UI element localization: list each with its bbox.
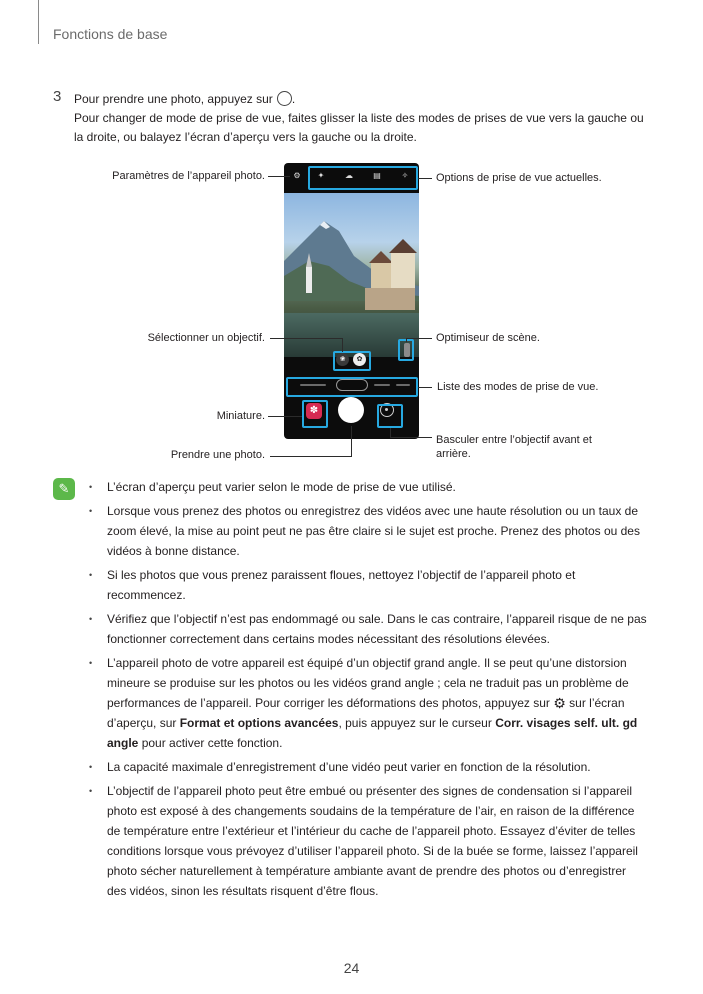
callout-scene-optimizer: Optimiseur de scène. — [436, 332, 540, 344]
thumbnail-icon: ✽ — [306, 403, 322, 419]
step-line-1 — [74, 90, 654, 109]
note-line: • L’objectif de l’appareil photo peut être embué ou présenter des signes de condensation si l’appareil — [107, 784, 633, 798]
note-text: performances de l’appareil. Pour corriger les déformations des photos, appuyez sur — [107, 696, 550, 710]
note-text: pour activer cette fonction. — [141, 736, 283, 750]
wide-lens-icon: ❀ — [336, 353, 349, 366]
note-line: fonctionner correctement dans certains modes nécessitant des résolutions élevées. — [107, 632, 550, 646]
modes-highlight — [286, 377, 418, 397]
note-line: • L’appareil photo de votre appareil est équipé d’un objectif grand angle. Il se peut qu’une distorsion — [107, 656, 627, 670]
note-item — [87, 477, 657, 497]
note-line: conditions lorsque vous prévoyez d’utiliser l’appareil photo. Si de la buée se forme, laissez l’appareil — [107, 844, 638, 858]
ultra-wide-lens-icon: ✿ — [353, 353, 366, 366]
notes-list — [87, 477, 657, 905]
camera-screen-figure — [284, 163, 419, 439]
thumbnail-highlight — [302, 400, 328, 428]
note-line — [107, 733, 657, 753]
step-line-3: la droite, ou balayez l’écran d’aperçu vers la gauche ou la droite. — [74, 130, 417, 144]
settings-gear-icon: ⚙ — [293, 171, 301, 180]
effects-icon: ✧ — [401, 171, 409, 180]
note-item — [87, 609, 657, 649]
leader-line-shutter-v — [351, 426, 352, 456]
setting-name-end: angle — [107, 736, 139, 750]
note-line: de température entre l’extérieur et l’intérieur du cache de l’appareil photo. Essayez d’éviter de telles — [107, 824, 636, 838]
switch-camera-highlight — [377, 404, 403, 428]
note-item — [87, 501, 657, 561]
leader-line-switch-h — [390, 437, 432, 438]
note-text: d’aperçu, sur — [107, 716, 177, 730]
note-line: mineure se produise sur les photos ou les vidéos grand angle ; cela ne traduit pas un problème de — [107, 676, 629, 690]
note-pencil-icon: ✎ — [53, 478, 75, 500]
callout-thumbnail: Miniature. — [216, 410, 265, 422]
note-line: vidéos à bonne distance. — [107, 544, 240, 558]
shutter-button — [338, 397, 364, 423]
step-number: 3 — [53, 88, 62, 105]
callout-select-lens: Sélectionner un objectif. — [147, 332, 265, 344]
section-title: Fonctions de base — [53, 26, 168, 42]
note-line — [107, 693, 657, 713]
note-item — [87, 653, 657, 753]
note-line: • Lorsque vous prenez des photos ou enregistrez des vidéos avec une haute résolution ou un taux de — [107, 504, 639, 518]
gear-icon: ⚙ — [553, 695, 566, 711]
lens-highlight — [333, 351, 371, 371]
leader-line-settings — [268, 176, 290, 177]
note-item — [87, 781, 657, 901]
callout-switch-line-2: arrière. — [436, 448, 471, 460]
step-instructions — [74, 90, 654, 147]
current-options-highlight — [308, 166, 418, 190]
leader-line-scene-v — [406, 338, 407, 342]
setting-name-wide-angle-correction: Corr. visages self. ult. gd — [495, 716, 638, 730]
step-line-1-text: Pour prendre une photo, appuyez sur — [74, 92, 273, 106]
menu-path-format-options: Format et options avancées — [179, 716, 339, 730]
village-houses — [361, 233, 419, 318]
page-number: 24 — [343, 960, 360, 976]
note-item — [87, 757, 657, 777]
step-line-1-end: . — [291, 92, 296, 106]
leader-line-modes — [418, 387, 432, 388]
note-line: • Si les photos que vous prenez paraissent floues, nettoyez l’objectif de l’appareil photo et — [107, 568, 576, 582]
leader-line-options — [418, 178, 432, 179]
callout-settings: Paramètres de l’appareil photo. — [112, 170, 265, 182]
timer-icon: ☁ — [345, 171, 353, 180]
note-line: • L’écran d’aperçu peut varier selon le mode de prise de vue utilisé. — [107, 480, 456, 494]
note-line: photo est exposé à des changements soudains de la température de l’air, en raison de la différence — [107, 804, 635, 818]
church-steeple — [304, 253, 314, 293]
callout-current-options: Options de prise de vue actuelles. — [436, 172, 602, 184]
leader-line-shutter-h — [270, 456, 352, 457]
callout-modes-list: Liste des modes de prise de vue. — [437, 381, 599, 393]
note-line: des vidéos, sinon les résultats risquent d’être flous. — [107, 884, 379, 898]
ratio-icon: ▤ — [373, 171, 381, 180]
callout-take-photo: Prendre une photo. — [170, 449, 265, 461]
note-line: recommencez. — [107, 588, 186, 602]
leader-line-thumbnail — [268, 416, 302, 417]
camera-preview-image — [284, 193, 419, 357]
note-text: sur l’écran — [569, 696, 625, 710]
note-line — [107, 713, 657, 733]
leader-line-lens-h — [270, 338, 342, 339]
callout-switch-line-1: Basculer entre l’objectif avant et — [436, 434, 592, 446]
note-line: photo sécher naturellement à température ambiante avant de prendre des photos ou d’enregistrer — [107, 864, 626, 878]
note-line: • La capacité maximale d’enregistrement d’une vidéo peut varier en fonction de la résolution. — [107, 760, 591, 774]
header-rule — [38, 0, 39, 44]
flash-icon: ✦ — [317, 171, 325, 180]
note-item — [87, 565, 657, 605]
callout-switch-camera — [436, 433, 592, 461]
leader-line-switch-v — [390, 428, 391, 437]
leader-line-lens-v — [342, 338, 343, 352]
note-line: • Vérifiez que l’objectif n’est pas endommagé ou sale. Dans le cas contraire, l’appareil risque de ne pas — [107, 612, 647, 626]
scene-optimizer-highlight — [398, 339, 414, 361]
leader-line-scene-h — [406, 338, 432, 339]
note-text: , puis appuyez sur le curseur — [338, 716, 492, 730]
note-line: zoom élevé, la mise au point peut ne pas être claire si le sujet est proche. Prenez des photos ou des — [107, 524, 640, 538]
step-line-2: Pour changer de mode de prise de vue, faites glisser la liste des modes de prises de vue vers la gauche ou — [74, 111, 644, 125]
shutter-button-icon — [277, 91, 292, 106]
